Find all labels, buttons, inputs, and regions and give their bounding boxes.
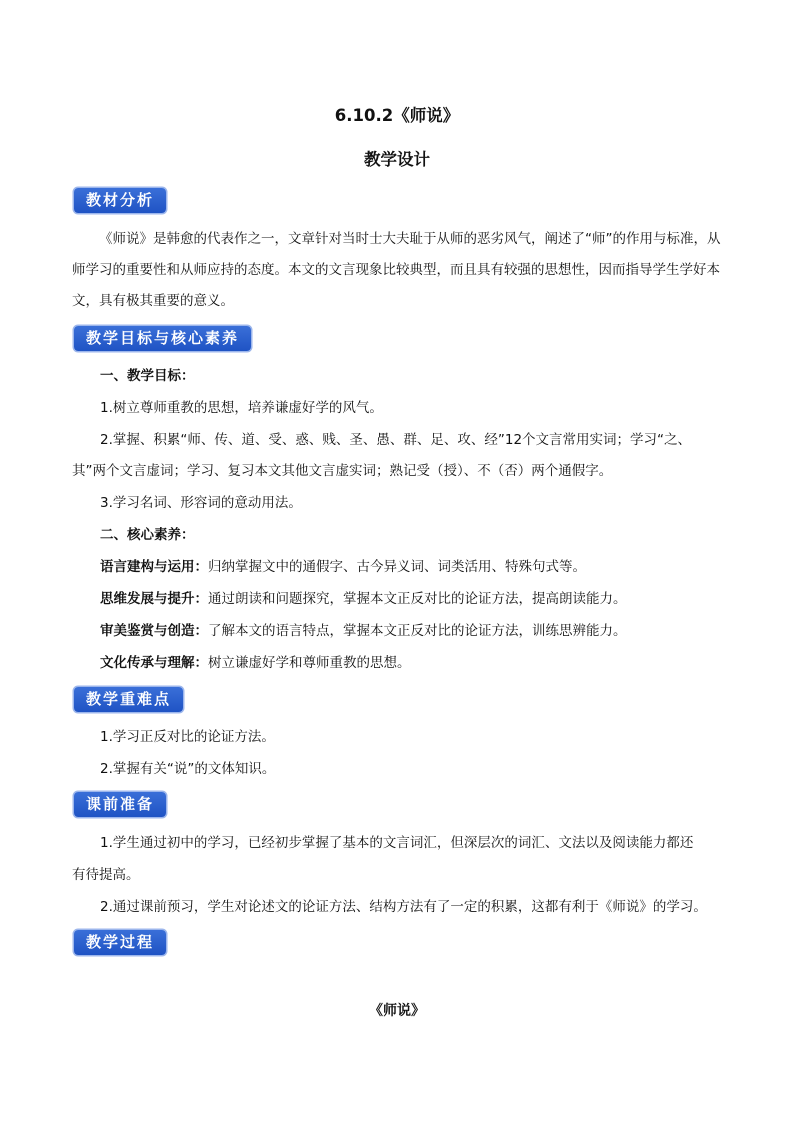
text-title: 《师说》 xyxy=(369,1003,425,1019)
core-literacy-4 xyxy=(100,648,722,679)
doc-subtitle: 教学设计 xyxy=(364,150,430,169)
core-literacy-3 xyxy=(100,616,722,647)
core-literacy-1-text: 归纳掌握文中的通假字、古今异义词、词类活用、特殊句式等。 xyxy=(208,559,586,575)
core-literacy-2-label: 思维发展与提升： xyxy=(100,591,208,607)
core-literacy-4-text: 树立谦虚好学和尊师重教的思想。 xyxy=(208,655,411,671)
section-badge-goals: 教学目标与核心素养 xyxy=(74,326,251,351)
core-literacy-1 xyxy=(100,552,722,583)
section-badge-analysis: 教材分析 xyxy=(74,188,166,213)
goals-heading-2: 二、核心素养： xyxy=(100,527,195,543)
goal-item-1: 1.树立尊师重教的思想，培养谦虚好学的风气。 xyxy=(100,400,383,416)
keypoint-item-1: 1.学习正反对比的论证方法。 xyxy=(100,729,275,745)
section-badge-process: 教学过程 xyxy=(74,930,166,955)
core-literacy-2 xyxy=(100,584,722,615)
keypoint-item-2: 2.掌握有关“说”的文体知识。 xyxy=(100,761,276,777)
analysis-paragraph: 《师说》是韩愈的代表作之一，文章针对当时士大夫耻于从师的恶劣风气，阐述了“师”的作用与标准，从师学习的重要性和从师应持的态度。本文的文言现象比较典型，而且具有较强的思想性，因而指导学生学好本文，具有极其重要的意义。 xyxy=(72,231,721,309)
core-literacy-4-label: 文化传承与理解： xyxy=(100,655,208,671)
goal-item-2-line-1: 2.掌握、积累“师、传、道、受、惑、贱、圣、愚、群、足、攻、经”12个文言常用实词；学习“之、 xyxy=(100,432,692,448)
doc-title: 6.10.2《师说》 xyxy=(334,106,460,125)
core-literacy-2-text: 通过朗读和问题探究，掌握本文正反对比的论证方法，提高朗读能力。 xyxy=(208,591,627,607)
goal-item-2-line-2: 其”两个文言虚词；学习、复习本文其他文言虚实词；熟记受（授）、不（否）两个通假字。 xyxy=(72,463,613,479)
core-literacy-3-text: 了解本文的语言特点，掌握本文正反对比的论证方法，训练思辨能力。 xyxy=(208,623,627,639)
core-literacy-3-label: 审美鉴赏与创造： xyxy=(100,623,208,639)
section-badge-keypoints: 教学重难点 xyxy=(74,687,183,712)
goal-item-3: 3.学习名词、形容词的意动用法。 xyxy=(100,495,302,511)
prep-item-1-line-2: 有待提高。 xyxy=(72,867,140,883)
section-badge-prep: 课前准备 xyxy=(74,792,166,817)
core-literacy-1-label: 语言建构与运用： xyxy=(100,559,208,575)
goals-heading-1: 一、教学目标： xyxy=(100,368,195,384)
prep-item-2: 2.通过课前预习，学生对论述文的论证方法、结构方法有了一定的积累，这都有利于《师说》的学习。 xyxy=(100,899,707,915)
prep-item-1-line-1: 1.学生通过初中的学习，已经初步掌握了基本的文言词汇，但深层次的词汇、文法以及阅读能力都还 xyxy=(100,835,694,851)
